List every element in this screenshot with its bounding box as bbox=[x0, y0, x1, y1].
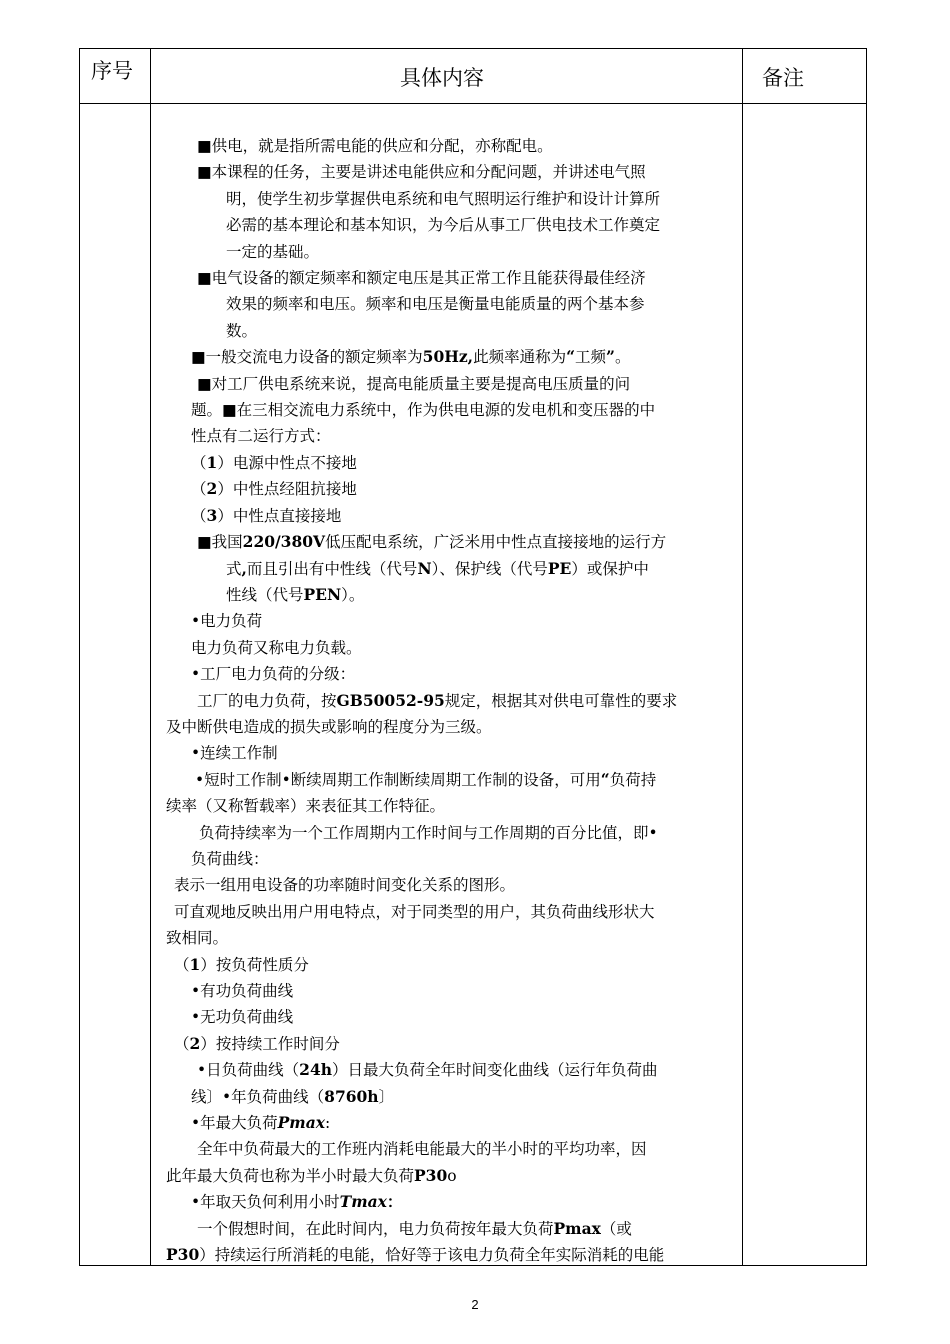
text-run: 50Hz, bbox=[422, 347, 474, 367]
text-line: 性点有二运行方式： bbox=[191, 427, 331, 446]
text-line: ■对工厂供电系统来说，提高电能质量主要是提高电压质量的问 bbox=[197, 374, 631, 393]
header-remarks: 备注 bbox=[762, 66, 804, 90]
text-line: ■本课程的任务，主要是讲述电能供应和分配问题，并讲述电气照 bbox=[197, 163, 646, 182]
text-run: 此年最大负荷也称为半小时最大负荷 bbox=[166, 1166, 415, 1185]
text-run: •年最大负荷 bbox=[191, 1114, 278, 1133]
text-run: 1 bbox=[189, 954, 201, 974]
column-divider bbox=[742, 49, 743, 1265]
text-run: “ bbox=[566, 347, 576, 367]
text-run: ）按持续工作时间分 bbox=[200, 1034, 340, 1053]
text-run: o bbox=[447, 1166, 457, 1185]
text-run: 式 bbox=[226, 559, 242, 578]
text-run: “ bbox=[600, 769, 610, 789]
header-content: 具体内容 bbox=[400, 66, 484, 90]
text-run: GB50052-95 bbox=[336, 690, 445, 710]
text-run: Pmax bbox=[553, 1218, 601, 1238]
text-run: （ bbox=[191, 506, 207, 525]
text-run: •短时工作制•断续周期工作制断续周期工作制的设备，可用 bbox=[195, 770, 601, 789]
text-line: ■供电，就是指所需电能的供应和分配，亦称配电。 bbox=[197, 137, 553, 155]
text-line: •有功负荷曲线 bbox=[191, 982, 294, 1000]
text-line: •无功负荷曲线 bbox=[191, 1008, 294, 1027]
text-run: 性线（代号 bbox=[226, 585, 304, 604]
text-run: 工厂的电力负荷，按 bbox=[197, 691, 337, 710]
text-run: 规定，根据其对供电可靠性的要求 bbox=[444, 691, 678, 710]
header-divider bbox=[80, 103, 866, 104]
text-line bbox=[166, 556, 736, 582]
text-run: 3 bbox=[206, 505, 218, 525]
text-line: 全年中负荷最大的工作班内消耗电能最大的半小时的平均功率，因 bbox=[197, 1140, 647, 1159]
text-run: ）日最大负荷全年时间变化曲线（运行年负荷曲 bbox=[332, 1061, 658, 1080]
text-line: •工厂电力负荷的分级： bbox=[191, 665, 356, 684]
text-run: PEN bbox=[303, 584, 342, 604]
column-divider bbox=[150, 49, 151, 1265]
text-line: 题。■在三相交流电力系统中，作为供电电源的发电机和变压器的中 bbox=[191, 401, 656, 420]
text-run: P30 bbox=[166, 1245, 200, 1265]
text-run: , bbox=[241, 558, 247, 578]
text-line: 明，使学生初步掌握供电系统和电气照明运行维护和设计计算所 bbox=[226, 189, 661, 208]
text-line: 负荷持续率为一个工作周期内工作时间与工作周期的百分比值，即• bbox=[199, 823, 658, 842]
text-run: 低压配电系统，广泛米用中性点直接接地的运行方 bbox=[325, 533, 667, 552]
page-number: 2 bbox=[471, 1297, 479, 1312]
text-line: 效果的频率和电压。频率和电压是衡量电能质量的两个基本参 bbox=[226, 295, 645, 314]
content-body bbox=[166, 133, 736, 1268]
text-run: （或 bbox=[600, 1219, 632, 1238]
text-line bbox=[166, 450, 736, 476]
text-run: Pmax bbox=[277, 1113, 325, 1133]
text-line bbox=[166, 1189, 736, 1215]
text-line: •电力负荷 bbox=[191, 612, 263, 631]
text-run: ■我国 bbox=[197, 533, 243, 552]
text-run: 2 bbox=[206, 479, 218, 499]
text-run: Tmax bbox=[339, 1192, 387, 1212]
text-run: 8760h bbox=[324, 1086, 379, 1106]
text-line bbox=[166, 767, 736, 793]
text-line: 及中断供电造成的损失或影响的程度分为三级。 bbox=[166, 717, 492, 736]
text-run: ）持续运行所消耗的电能，恰好等于该电力负荷全年实际消耗的电能 bbox=[199, 1246, 665, 1265]
text-line: ■电气设备的额定频率和额定电压是其正常工作且能获得最佳经济 bbox=[197, 269, 646, 288]
text-line: 电力负荷又称电力负载。 bbox=[191, 638, 362, 657]
text-line bbox=[166, 344, 736, 370]
text-line bbox=[166, 529, 736, 555]
text-line bbox=[166, 1110, 736, 1136]
text-line: 负荷曲线： bbox=[191, 849, 269, 868]
text-run: 此频率通称为 bbox=[473, 348, 567, 367]
text-line bbox=[166, 582, 736, 608]
text-run: PE bbox=[547, 558, 572, 578]
text-run: （ bbox=[191, 453, 207, 472]
text-run: （ bbox=[174, 1034, 190, 1053]
text-run: 。 bbox=[614, 348, 631, 367]
text-run: ）按负荷性质分 bbox=[200, 955, 309, 974]
text-run: 2 bbox=[189, 1033, 201, 1053]
text-line bbox=[166, 1057, 736, 1083]
text-line bbox=[166, 503, 736, 529]
text-line: 数。 bbox=[226, 321, 258, 340]
text-run: ” bbox=[606, 347, 615, 367]
text-line bbox=[166, 952, 736, 978]
text-run: ）、保护线（代号 bbox=[431, 559, 548, 578]
text-line bbox=[166, 1031, 736, 1057]
text-line bbox=[166, 1163, 736, 1189]
text-line bbox=[166, 688, 736, 714]
text-run: 而且引出有中性线（代号 bbox=[246, 559, 418, 578]
text-run: •日负荷曲线（ bbox=[197, 1061, 300, 1080]
text-run: ）中性点经阻抗接地 bbox=[217, 480, 357, 499]
text-line: 可直观地反映出用户用电特点，对于同类型的用户，其负荷曲线形状大 bbox=[174, 902, 655, 921]
text-run: ）电源中性点不接地 bbox=[217, 453, 357, 472]
text-line bbox=[166, 1216, 736, 1242]
text-line bbox=[166, 476, 736, 502]
text-run: N bbox=[417, 558, 432, 578]
text-run: 1 bbox=[206, 452, 218, 472]
text-line: 致相同。 bbox=[166, 929, 229, 948]
text-run: ）。 bbox=[341, 585, 365, 604]
text-run: 线〕•年负荷曲线（ bbox=[191, 1087, 325, 1106]
text-line bbox=[166, 1084, 736, 1110]
text-run: 工频 bbox=[575, 348, 607, 367]
text-line: 必需的基本理论和基本知识，为今后从事工厂供电技术工作奠定 bbox=[226, 216, 661, 235]
text-run: P30 bbox=[414, 1165, 448, 1185]
text-run: : bbox=[325, 1114, 331, 1133]
text-line: 表示一组用电设备的功率随时间变化关系的图形。 bbox=[174, 876, 516, 895]
text-run: （ bbox=[174, 955, 190, 974]
text-run: ）中性点直接接地 bbox=[217, 506, 342, 525]
content-table bbox=[79, 48, 867, 1266]
text-run: ■一般交流电力设备的额定频率为 bbox=[191, 348, 423, 367]
text-line: •连续工作制 bbox=[191, 744, 278, 763]
text-run: 220/380V bbox=[242, 532, 326, 552]
text-run: 负荷持 bbox=[609, 770, 657, 789]
text-run: 一个假想时间，在此时间内，电力负荷按年最大负荷 bbox=[197, 1219, 554, 1238]
text-run: （ bbox=[191, 480, 207, 499]
text-run: 〕 bbox=[378, 1087, 395, 1106]
text-line bbox=[166, 1242, 736, 1268]
text-run: 24h bbox=[299, 1060, 332, 1080]
text-line: 一定的基础。 bbox=[226, 242, 320, 261]
text-run: ： bbox=[386, 1192, 403, 1212]
text-run: •年取天负何利用小时 bbox=[191, 1193, 340, 1212]
text-run: ）或保护中 bbox=[571, 559, 649, 578]
header-serial-number: 序号 bbox=[91, 59, 133, 83]
text-line: 续率（又称暂载率）来表征其工作特征。 bbox=[166, 797, 446, 816]
